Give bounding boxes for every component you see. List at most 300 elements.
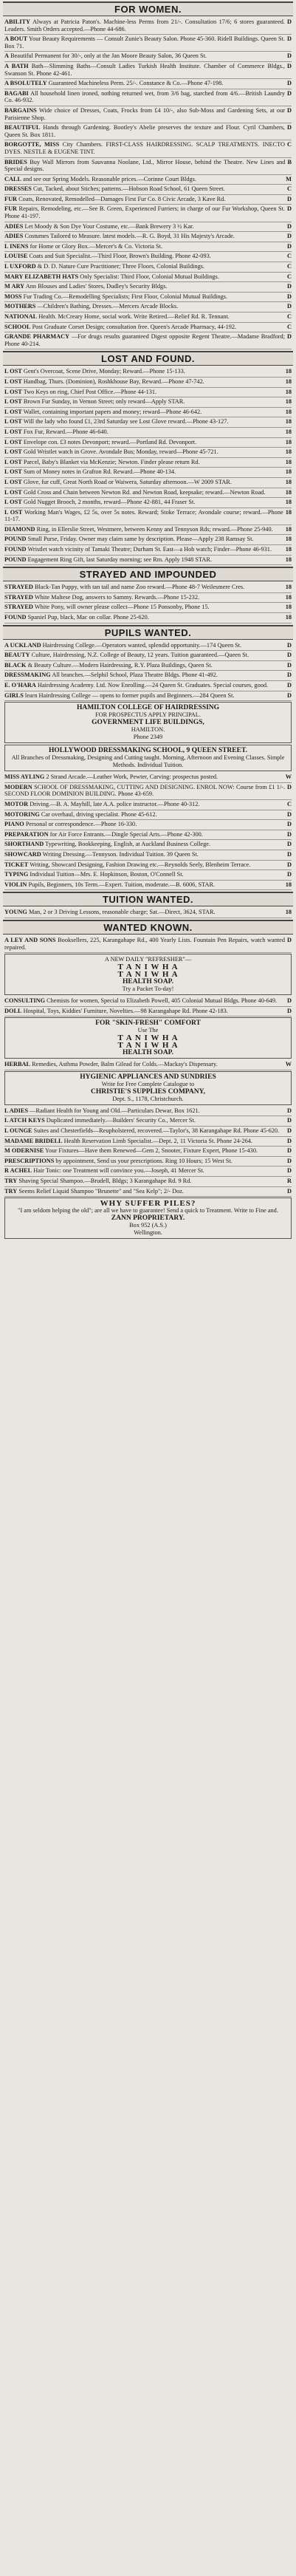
ad-code: C	[287, 800, 292, 807]
classified-ad	[4, 651, 292, 661]
hollywood-body: All Branches of Dressmaking, Designing and Cutting taught. Morning, Afternoon and Evening Classes. Simple Methods. Individual Tuition.	[11, 754, 285, 769]
ad-lead-word: MOSS	[4, 293, 22, 300]
ad-text: and see our Spring Models. Reasonable prices.—Corinne Court Bldgs.	[23, 175, 196, 182]
ad-text: for Home or Glory Box.—Mercer's & Co. Victoria St.	[30, 242, 163, 250]
ad-code: 18	[285, 448, 292, 456]
ad-code: W	[285, 773, 292, 781]
ad-text: Post Graduate Corset Design; consultation free. Queen's Arcade Pharmacy, 44-192.	[32, 323, 237, 330]
ad-code: D	[287, 691, 292, 699]
ad-code: B	[287, 158, 292, 165]
ad-text: Sum of Money notes in Grafton Rd. Reward.—Phone 40-134.	[23, 468, 176, 476]
classified-ad	[4, 1127, 292, 1137]
ad-text: Cut, Tacked, about Stiches; patterns.—Hobson Road School, 61 Queen Street.	[32, 185, 225, 193]
ad-lead-word: PRESCRIPTIONS	[4, 1157, 55, 1164]
ad-lead-word: L OST	[4, 478, 22, 485]
ad-lead-word: M ARY	[4, 283, 25, 290]
piles-l1: WHY SUFFER PILES?	[100, 1199, 196, 1209]
ad-text: Gent's Overcoat, Scene Drive, Monday; Reward.—Phone 15-133.	[23, 368, 185, 375]
ad-code: D	[287, 1137, 292, 1144]
ad-text: Bath—Slimming Baths—Consult Ladies Turkish Health Institute. Chamber of Commerce Bldgs., Swanson St. Phone 42-461.	[4, 62, 285, 77]
misc-ads-1	[0, 997, 296, 1017]
ad-lead-word: PREPARATION	[4, 830, 49, 838]
ad-text: —Radiant Health for Young and Old.—Particulars Dewar, Box 1621.	[30, 1107, 200, 1114]
ad-code: 18	[285, 488, 292, 496]
ad-code: 18	[285, 614, 292, 621]
ad-code: 18	[285, 458, 292, 465]
classified-ad	[4, 671, 292, 681]
ad-lead-word: L INENS	[4, 242, 29, 250]
classified-ad	[4, 417, 292, 428]
classified-ad	[4, 262, 292, 273]
classified-ad	[4, 593, 292, 604]
ad-code: D	[287, 124, 292, 131]
taniwha1-l1: A NEW DAILY "REFRESHER"—	[104, 956, 192, 963]
classified-ad	[4, 408, 292, 418]
ad-lead-word: SHOWCARD	[4, 850, 41, 858]
ad-text: Writing, Showcard Designing, Fashion Drawing etc.—Reynolds Seely, Blenheim Terrace.	[30, 861, 251, 868]
ad-text: Pupils, Beginners, 10s Term.—Expert. Tuition, moderate.—B. 6006, STAR.	[28, 881, 216, 888]
ad-text: —For drugs results guaranteed Digest opposite Regent Theatre.—Madame Bradford; Phone 40-214.	[4, 333, 286, 347]
ad-text: Buy Wall Mirrors from Sauvanna Noolane, Ltd., Mirror House, behind the Theatre. New Lines and Special designs.	[4, 158, 286, 173]
ad-text: for Air Force Entrants.—Dingle Special Arts.—Phone 42-300.	[49, 830, 203, 838]
classified-ad	[4, 861, 292, 871]
ad-lead-word: STRAYED	[4, 593, 33, 601]
classified-ad	[4, 397, 292, 408]
ad-lead-word: MADAME BRIDELL	[4, 1137, 63, 1144]
ad-lead-word: L OST	[4, 448, 22, 456]
taniwha-refresher-ad	[4, 954, 292, 995]
ad-text: Hospital, Toys, Kiddies' Furniture, Novelties.—98 Karangahape Rd. Phone 42-183.	[23, 1007, 228, 1014]
ad-code: D	[287, 661, 292, 669]
hygienic-l3: Dept. S., 1178, Christchurch.	[112, 1095, 184, 1102]
ad-code: C	[287, 185, 292, 193]
ad-code: 18	[285, 881, 292, 888]
ad-code: 18	[285, 368, 292, 375]
ad-text: Will the lady who found £1, 23rd Saturday see Lost Glove reward.—Phone 43-127.	[23, 418, 229, 426]
ad-lead-word: GIRLS	[4, 691, 24, 699]
ad-text: & Beauty Culture.—Modern Hairdressing, R.Y. Plaza Buildings, Queen St.	[27, 661, 213, 669]
ad-text: Driving.—B. A. Mayhill, late A.A. police instructor.—Phone 40-312.	[30, 800, 200, 807]
ad-text: Chemists for women, Special to Elizabeth Powell, 405 Colonial Mutual Bldgs. Phone 40-649.	[47, 997, 278, 1005]
ad-lead-word: R ACHEL	[4, 1167, 32, 1175]
ad-lead-word: POUND	[4, 536, 27, 543]
ad-lead-word: L OST	[4, 508, 23, 516]
section-heading-wanted: WANTED KNOWN.	[3, 920, 293, 935]
classified-ad	[4, 242, 292, 253]
ad-code: W	[285, 1061, 292, 1068]
ad-code: 18	[285, 593, 292, 601]
classified-ad	[4, 332, 292, 349]
ad-text: Health Reservation Limb Specialist.—Dept. 2, 11 Victoria St. Phone 24-264.	[63, 1137, 252, 1144]
ad-lead-word: LOUISE	[4, 253, 28, 260]
ad-lead-word: BEAUTY	[4, 652, 30, 659]
classified-ad	[4, 312, 292, 323]
ad-code: 18	[285, 546, 292, 553]
ad-text: by appointment, Send us your prescriptions. Ring 10 Hours; 15 West St.	[55, 1157, 233, 1164]
ad-text: SCHOOL OF DRESSMAKING, CUTTING AND DESIGNING. ENROL NOW: Course from £1 1/-. SECOND FLOOR DOMINION BUILDING. Phone 43-659.	[4, 783, 285, 798]
classified-ad	[4, 448, 292, 458]
ad-lead-word: E. O'HARA	[4, 682, 36, 689]
classified-ad	[4, 35, 292, 52]
ad-code: D	[287, 62, 292, 69]
ad-code: D	[287, 1187, 292, 1195]
ad-lead-word: L OST	[4, 408, 22, 415]
ad-code: D	[287, 1127, 292, 1135]
ad-code: D	[287, 830, 292, 838]
classified-ad	[4, 377, 292, 388]
ad-text: All branches.—Selphil School, Plaza Theatre Bldgs. Phone 41-492.	[52, 672, 218, 679]
classified-ad	[4, 205, 292, 222]
ad-text: Health. McCreary Home, social work. Write Retired.—Relief Rd. R. Tennant.	[38, 313, 230, 320]
taniwha-skinfresh-ad	[4, 1017, 292, 1059]
ad-text: Typewriting, Bookkeeping, English, at Auckland Business College.	[45, 841, 210, 848]
ad-lead-word: L ADIES	[4, 1107, 29, 1114]
ad-lead-word: ADIES	[4, 222, 24, 230]
classified-ad	[4, 603, 292, 613]
ad-code: 18	[285, 438, 292, 445]
ad-code: C	[287, 323, 292, 330]
classified-ad	[4, 783, 292, 800]
ad-lead-word: DRESSMAKING	[4, 672, 51, 679]
ad-text: Gold Nugget Brooch, 2 months, reward—Phone 42-881, 44 Fraser St.	[23, 499, 196, 506]
ad-lead-word: DOLL	[4, 1007, 22, 1014]
ad-text: Working Man's Wages, £2 5s, over 5s notes. Reward; Stoke Terrace; Avondale course; reward.—Phone 11-17.	[4, 508, 283, 523]
classified-ad	[4, 1116, 292, 1127]
ad-text: Individual Tuition—Mrs. E. Hopkinson, Boston, O'Connell St.	[30, 871, 184, 878]
taniwha2-l3: T A N I W H A	[117, 1034, 179, 1043]
classified-ad	[4, 123, 292, 140]
classified-ad	[4, 773, 292, 783]
hollywood-school-ad	[4, 745, 292, 771]
ad-text: Hair Tonic: one Treatment will convince you.—Joseph, 41 Mercer St.	[33, 1167, 204, 1175]
ad-text: Suites and Chesterfields—Reupholstered, recovered.—Taylor's, 38 Karangahape Rd. Phone 45-620.	[33, 1127, 280, 1135]
ad-lead-word: L OST	[4, 428, 22, 435]
piles-treatment-ad	[4, 1198, 292, 1239]
ad-text: Spaniel Pup, black, Mac on collar. Phone 25-620.	[27, 614, 149, 621]
ad-lead-word: A LEY AND SONS	[4, 936, 56, 943]
ad-text: Glove, fur cuff, Great North Road or Waiwera, Saturday afternoon.—W 2009 STAR.	[23, 478, 232, 485]
classified-ad	[4, 478, 292, 488]
ad-text: Shaving Special Shampoo.—Brudell, Bldgs; 3 Karangahape Rd. 9 Rd.	[18, 1178, 192, 1185]
classified-ad	[4, 691, 292, 702]
ad-code: D	[287, 195, 292, 202]
ad-code: D	[287, 89, 292, 97]
ad-lead-word: A	[4, 52, 9, 60]
classified-ad	[4, 840, 292, 850]
wanted-ads	[0, 936, 296, 953]
ad-text: Repairs, Remodeling, etc.—See B. Green, Experienced Furriers; in charge of our Fur Workshop, Queen St. Phone 41-197.	[4, 205, 285, 220]
misc-ads-2	[0, 1060, 296, 1070]
classified-ad	[4, 1107, 292, 1117]
ad-text: Fox Fur, Reward.—Phone 46-640.	[23, 428, 109, 435]
classified-ad	[4, 997, 292, 1007]
ad-lead-word: TYPING	[4, 871, 29, 878]
ad-code: D	[287, 821, 292, 828]
ad-lead-word: DRESSES	[4, 185, 32, 193]
classified-ad	[4, 810, 292, 821]
classified-ad	[4, 106, 292, 123]
classified-ad	[4, 1187, 292, 1198]
ad-code: 18	[285, 377, 292, 385]
classified-ad	[4, 293, 292, 303]
ad-code: D	[287, 18, 292, 25]
ad-code: D	[287, 222, 292, 230]
ad-text: Your Fixtures—Have them Renewed—Gem 2, Snooter, Fixture Expert, Phone 15-430.	[45, 1147, 258, 1155]
tuition-ads	[0, 908, 296, 918]
ad-code: D	[287, 641, 292, 649]
ad-lead-word: A BATH	[4, 62, 29, 69]
ad-lead-word: MOTHERS	[4, 303, 36, 310]
ad-code: D	[287, 1117, 292, 1124]
ad-lead-word: BLACK	[4, 661, 27, 669]
ad-code: D	[287, 652, 292, 659]
classified-ad	[4, 428, 292, 438]
women-ads	[0, 18, 296, 349]
ad-text: Always at Patricia Paton's. Machine-less Perms from 21/-. Consultation 17/6; 6 stores guaranteed. Leaders. Smith Orders accepted.—Phone 44-686.	[4, 18, 285, 33]
ad-code: D	[287, 106, 292, 114]
ad-lead-word: MARY ELIZABETH HATS	[4, 273, 79, 280]
ad-lead-word: FOUND	[4, 546, 27, 553]
ad-code: D	[287, 672, 292, 679]
ad-text: Hands through Gardening. Bootley's Abelie preserves the texture and Flour. Cyril Chambers, Queen St. Box 1811.	[4, 124, 286, 138]
pupils-ads	[0, 641, 296, 702]
ad-text: Wide choice of Dresses, Coats, Frocks from £4 10/-, also Sub-Moss and Gardening Sets, at our Parisienne Shop.	[4, 106, 285, 121]
ad-lead-word: A UCKLAND	[4, 641, 41, 649]
ad-text: Man, 2 or 3 Driving Lessons, reasonable charge; Sat.—Direct, 3624, STAR.	[28, 909, 216, 916]
ad-lead-word: MOTOR	[4, 800, 29, 807]
hamilton-addr2: HAMILTON.	[131, 726, 165, 734]
classified-ad	[4, 1007, 292, 1017]
ad-text: Car overhaul, driving specialist. Phone 45-612.	[41, 810, 157, 818]
classified-ad	[4, 458, 292, 468]
ad-lead-word: L OST	[4, 418, 22, 426]
classified-ad	[4, 195, 292, 205]
ad-lead-word: MOTORING	[4, 810, 40, 818]
ad-lead-word: STRAYED	[4, 604, 33, 611]
ad-lead-word: L OST	[4, 377, 22, 385]
ad-lead-word: PIANO	[4, 821, 24, 828]
classified-ad	[4, 641, 292, 652]
ad-lead-word: L OST	[4, 438, 22, 445]
ad-code: D	[287, 1147, 292, 1155]
misc-ads-3	[0, 1107, 296, 1197]
classified-ad	[4, 535, 292, 545]
ad-lead-word: L OST	[4, 499, 22, 506]
ad-text: Writing Dressing.—Tennyson. Individual Tuition. 39 Queen St.	[42, 850, 199, 858]
ad-code: 18	[285, 584, 292, 591]
ad-text: Two Keys on ring, Chief Post Office.—Phone 44-131.	[23, 388, 157, 395]
ad-lead-word: BAGABI	[4, 89, 29, 97]
classified-ad	[4, 681, 292, 691]
ad-lead-word: VIOLIN	[4, 881, 27, 888]
classified-ad	[4, 498, 292, 508]
ad-lead-word: TRY	[4, 1178, 18, 1185]
ad-text: Culture, Hairdressing, N.Z. College of Beauty, 12 years. Tuition guaranteed.—Queen St.	[31, 652, 249, 659]
classified-ad	[4, 323, 292, 333]
ad-code: D	[287, 1167, 292, 1175]
classified-ad	[4, 556, 292, 566]
section-heading-women: FOR WOMEN.	[3, 1, 293, 16]
ad-lead-word: L OST	[4, 388, 22, 395]
ad-text: Hairdressing Academy. Ltd. Now Enrolling.—24 Queen St. Graduates. Special courses, good.	[37, 682, 269, 689]
ad-code: D	[287, 861, 292, 868]
taniwha2-l5: HEALTH SOAP.	[123, 1049, 173, 1057]
section-heading-lost-found: LOST AND FOUND.	[3, 351, 293, 366]
ad-code: C	[287, 263, 292, 270]
hygienic-l1: Write for Free Complete Catalogue to	[101, 1080, 195, 1087]
classified-ad	[4, 185, 292, 195]
classified-ad	[4, 850, 292, 861]
classified-ad	[4, 613, 292, 623]
classified-ad	[4, 302, 292, 312]
ad-code: D	[287, 1007, 292, 1014]
ad-lead-word: L ATCH KEYS	[4, 1117, 45, 1124]
taniwha1-l4: HEALTH SOAP.	[123, 978, 173, 986]
classified-ad	[4, 545, 292, 556]
ad-lead-word: ADIES	[4, 233, 24, 240]
ad-lead-word: FOUND	[4, 614, 27, 621]
classified-ad	[4, 1166, 292, 1177]
ad-text: Let Moody & Son Dye Your Costume, etc.—Bank Brewery 3 ½ Kar.	[24, 222, 194, 230]
ad-text: 2 Strand Arcade.—Leather Work, Pewter, Carving: prospectus posted.	[46, 773, 218, 781]
piles-l3: ZANN PROPRIETARY.	[111, 1214, 185, 1223]
ad-code: D	[287, 682, 292, 689]
ad-text: Coats and Suit Specialist.—Third Floor, Brown's Building. Phone 42-093.	[29, 253, 211, 260]
ad-lead-word: L OUNGE	[4, 1127, 32, 1135]
strayed-ads	[0, 583, 296, 623]
ad-lead-word: SCHOOL	[4, 323, 31, 330]
hamilton-phone: Phone 2349	[133, 734, 163, 741]
ad-lead-word: BEAUTIFUL	[4, 124, 41, 131]
ad-text: Seems Relief Liquid Shampoo "Brunette" and "Sea Kelp"; 2/- Doz.	[18, 1187, 185, 1195]
classified-ad	[4, 282, 292, 293]
classified-ad	[4, 661, 292, 672]
hollywood-title: HOLLYWOOD DRESSMAKING SCHOOL, 9 QUEEN STREET.	[49, 747, 247, 755]
ad-lead-word: M ODERNISE	[4, 1147, 44, 1155]
section-heading-pupils: PUPILS WANTED.	[3, 625, 293, 640]
piles-l2: "I am seldom helping the old"; are all we have to guarantee! Send a quick to Treatment. Write to Fine and.	[18, 1207, 278, 1214]
classified-ad	[4, 1060, 292, 1070]
classified-ad	[4, 18, 292, 35]
taniwha1-l2: T A N I W H A	[117, 963, 179, 972]
classified-ad	[4, 488, 292, 499]
ad-code: D	[287, 997, 292, 1005]
ad-text: Hairdressing College.—Operators wanted, splendid opportunity.—174 Queen St.	[42, 641, 242, 649]
ad-code: C	[287, 253, 292, 260]
ad-code: 18	[285, 478, 292, 485]
classified-ad	[4, 222, 292, 233]
ad-text: Black-Tan Puppy, with tan tail and name Zoo reward.—Phone 48-7 Weilesmere Cres.	[34, 584, 245, 591]
ad-lead-word: L UXFORD	[4, 263, 36, 270]
ad-text: Brown Fur Sunday, in Vernon Street; only reward—Apply STAR.	[23, 398, 185, 406]
ad-lead-word: BARGAINS	[4, 106, 37, 114]
ad-code: 18	[285, 909, 292, 916]
ad-code: D	[287, 35, 292, 43]
ad-text: Coats, Renovated, Remodelled—Damages First Fur Co. 8 Civic Arcade, 3 Kave Rd.	[18, 195, 226, 202]
ad-code: 18	[285, 468, 292, 476]
taniwha2-l2: Use The	[137, 1027, 159, 1034]
ad-text: Handbag, Thurs. (Dominion), Roshkhouse Bay, Reward.—Phone 47-742.	[23, 377, 204, 385]
ad-code: D	[287, 293, 292, 300]
classified-ad	[4, 1137, 292, 1147]
classified-ad	[4, 1157, 292, 1167]
lost-found-ads	[0, 367, 296, 565]
ad-text: Booksellers, 225, Karangahape Rd., 400 Yearly Lists. Fountain Pen Repairs, watch wanted repaired.	[4, 936, 286, 951]
ad-lead-word: HERBAL	[4, 1061, 31, 1068]
ad-code: D	[287, 333, 292, 341]
ad-code: 18	[285, 428, 292, 435]
ad-lead-word: L OST	[4, 488, 22, 496]
ad-lead-word: FUR	[4, 195, 18, 202]
ad-code: M	[286, 175, 292, 182]
ad-lead-word: STRAYED	[4, 584, 33, 591]
ad-text: Gold Cross and Chain between Newton Rd. and Newton Road, keepsake; reward.—Newton Road.	[23, 488, 266, 496]
classified-ad	[4, 232, 292, 242]
ad-code: 18	[285, 525, 292, 533]
classified-ad	[4, 525, 292, 536]
ad-code: D	[287, 242, 292, 250]
classified-ad	[4, 438, 292, 448]
section-heading-strayed: STRAYED AND IMPOUNDED	[3, 567, 293, 581]
ad-code: D	[287, 52, 292, 60]
hygienic-l2: CHRISTIE'S SUPPLIES COMPANY,	[91, 1087, 205, 1096]
ad-text: Remedies, Asthma Powder, Balm Gilead for Colds.—Mackay's Dispensary.	[32, 1061, 218, 1068]
classified-ad	[4, 52, 292, 62]
hamilton-addr1: GOVERNMENT LIFE BUILDINGS,	[92, 719, 204, 727]
classified-ad	[4, 870, 292, 881]
ad-text: Ring, in Ellerslie Street, Westmere, between Kenny and Tennyson Rds; reward.—Phone 25-940.	[36, 525, 273, 533]
taniwha2-l4: T A N I W H A	[117, 1041, 179, 1050]
ad-lead-word: MISS AYLING	[4, 773, 45, 781]
ad-lead-word: TICKET	[4, 861, 29, 868]
hamilton-title: HAMILTON COLLEGE OF HAIRDRESSING	[76, 704, 220, 712]
ad-text: & D. D. Nature Cure Practitioner; Three Floors, Colonial Buildings.	[37, 263, 205, 270]
ad-code: R	[287, 1178, 292, 1185]
ad-text: Envelope con. £3 notes Devonport; reward.—Portland Rd. Devonport.	[23, 438, 197, 445]
ad-code: 18	[285, 604, 292, 611]
classified-ad	[4, 830, 292, 841]
ad-text: Ann Blouses and Ladies' Stores, Dudley's Security Bldgs.	[25, 283, 168, 290]
ad-lead-word: DIAMOND	[4, 525, 35, 533]
ad-code: C	[287, 141, 292, 148]
ad-text: Wristlet watch vicinity of Tamaki Theatre; Durham St. East—a Hob watch; Finder—Phone 46-931.	[27, 546, 272, 553]
classified-ad	[4, 908, 292, 918]
classified-ad	[4, 175, 292, 185]
ad-text: Fur Trading Co.—Remodelling Specialists; First Floor, Colonial Mutual Buildings.	[23, 293, 228, 300]
ad-lead-word: A BOUT	[4, 35, 28, 43]
ad-code: D	[287, 1157, 292, 1164]
classified-ad	[4, 273, 292, 283]
classified-ad	[4, 388, 292, 398]
ad-text: Parcel, Baby's Blanket via McKenzie; Newton. Finder please return Rd.	[23, 458, 200, 465]
ad-text: White Maltese Dog, answers to Sammy. Rewards.—Phone 15-232.	[34, 593, 200, 601]
classified-ad	[4, 800, 292, 810]
ad-text: Gold Wristlet watch in Grove. Avondale Bus; Monday, reward—Phone 45-721.	[23, 448, 218, 456]
ad-code: 18	[285, 418, 292, 426]
taniwha1-l5: Try a Packet To-day!	[122, 985, 174, 993]
ad-lead-word: CONSULTING	[4, 997, 46, 1005]
classified-ad	[4, 367, 292, 377]
ad-lead-word: GRANDE PHARMACY	[4, 333, 70, 341]
classified-ad	[4, 140, 292, 157]
ad-lead-word: BORGOTTE, MISS	[4, 141, 60, 148]
classified-ad	[4, 468, 292, 478]
ad-code: D	[287, 850, 292, 858]
ad-text: White Pony, will owner please collect—Phone 15 Ponsonby, Phone 15.	[34, 604, 210, 611]
ad-code: D	[287, 205, 292, 213]
ad-text: —Children's Bathing, Dresses.—Mercers Arcade Blocks.	[37, 303, 179, 310]
ad-code: D	[287, 1107, 292, 1114]
